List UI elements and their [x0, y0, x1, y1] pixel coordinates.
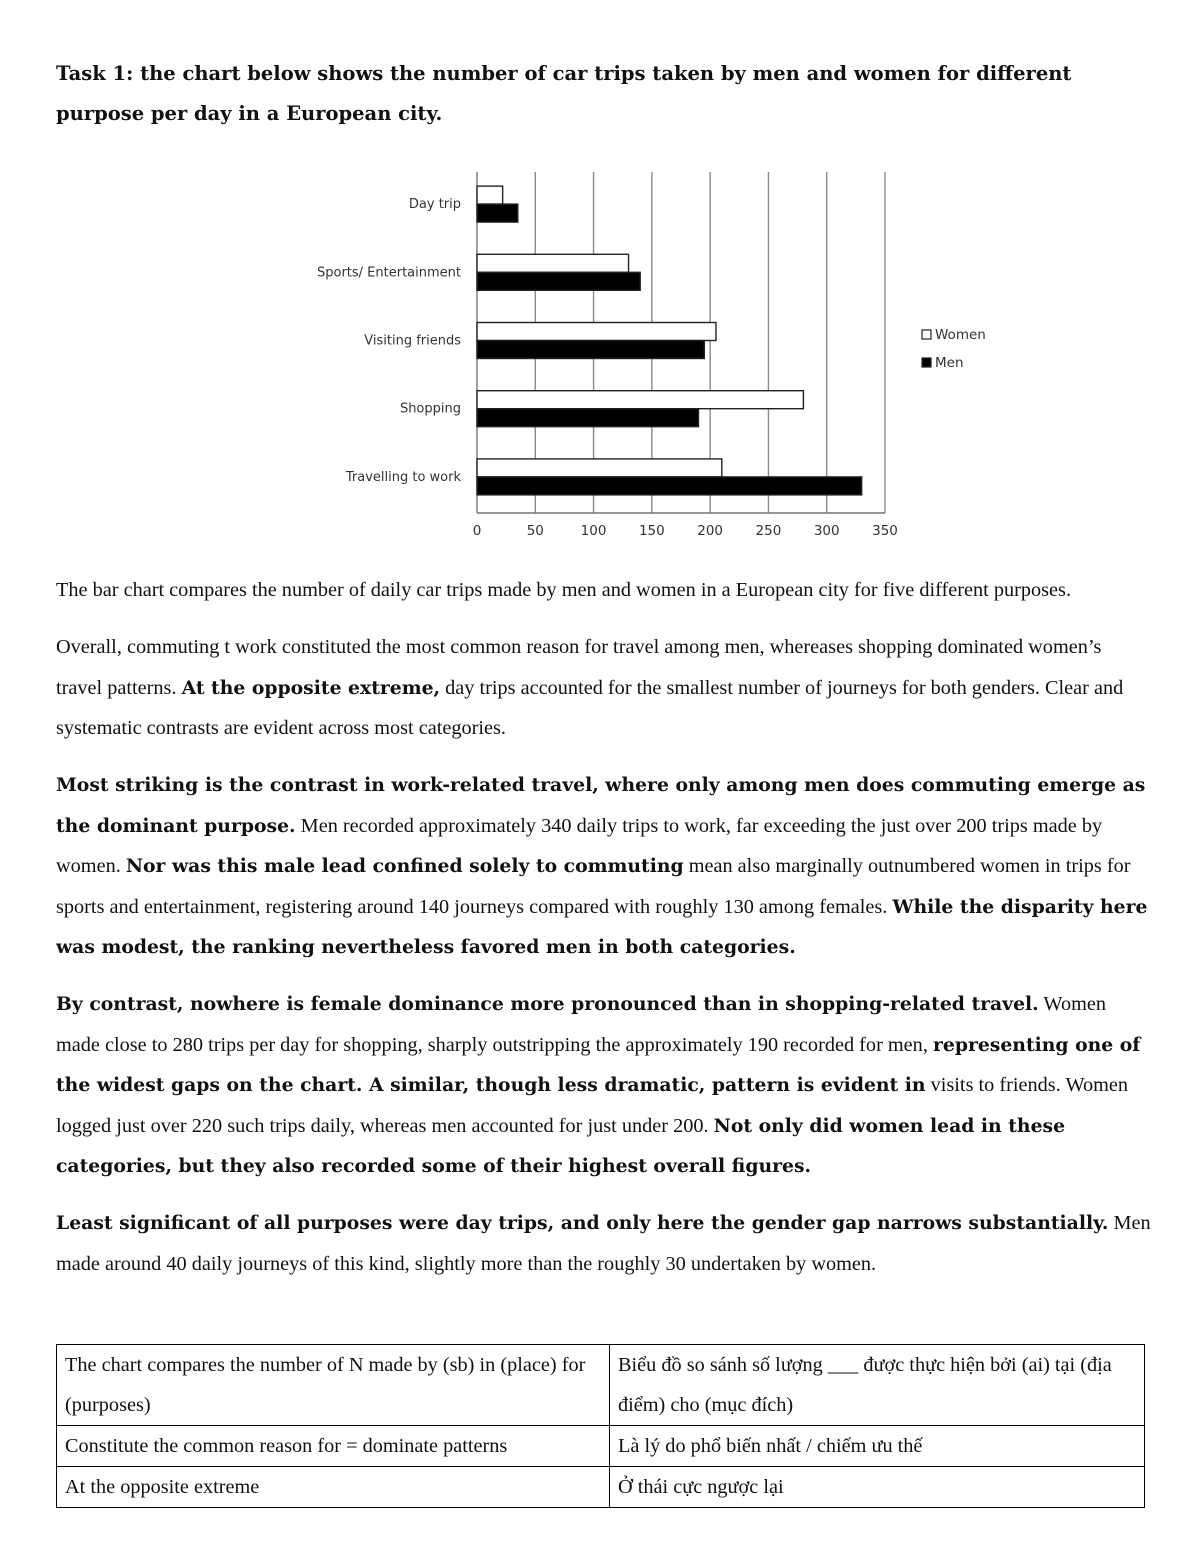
category-label: Sports/ Entertainment [317, 265, 461, 281]
text-run: Men recorded approximately 340 daily trips to work, far exceeding the just over 200 trips made by women. [56, 814, 1103, 877]
x-tick-label: 250 [755, 523, 782, 539]
text-run: visits to friends. Women logged just over 220 such trips daily, whereas men accounted for just under 200. [56, 1074, 1129, 1137]
english-phrase-cell: At the opposite extreme [57, 1467, 610, 1508]
x-tick-label: 350 [872, 523, 898, 539]
bold-phrase: While the disparity here was modest, the ranking nevertheless favored men in both categories. [56, 895, 1148, 958]
english-phrase-cell: The chart compares the number of N made by (sb) in (place) for (purposes) [57, 1345, 610, 1426]
x-tick-label: 200 [697, 523, 724, 539]
category-label: Shopping [399, 401, 461, 417]
task-title: Task 1: the chart below shows the number of car trips taken by men and women for different purpose per day in a European city. [56, 62, 1072, 125]
paragraph-3 [56, 765, 1151, 968]
category-label: Travelling to work [345, 469, 461, 485]
legend-swatch-men [922, 358, 931, 367]
table-row [57, 1345, 1145, 1426]
paragraph-4 [56, 984, 1151, 1187]
legend-label-men: Men [935, 355, 964, 371]
men-bar [477, 204, 518, 222]
text-run: day trips accounted for the smallest number of journeys for both genders. Clear and systematic contrasts are evident across most categories. [56, 676, 1124, 739]
text-run: The bar chart compares the number of daily car trips made by men and women in a European city for five different purposes. [56, 579, 1072, 601]
paragraph-1 [56, 570, 1151, 611]
x-tick-label: 100 [580, 523, 607, 539]
men-bar [477, 477, 862, 495]
women-bar [477, 254, 629, 272]
vocabulary-table [56, 1344, 1145, 1508]
x-tick-label: 50 [526, 523, 544, 539]
bold-phrase: Not only did women lead in these categories, but they also recorded some of their highest overall figures. [56, 1114, 1066, 1177]
men-bar [477, 341, 704, 359]
category-label: Visiting friends [364, 333, 461, 349]
bar-chart [300, 160, 1020, 545]
men-bar [477, 272, 640, 290]
paragraph-2 [56, 627, 1151, 749]
text-run: Overall, commuting t work constituted the most common reason for travel among men, whereases shopping dominated women’s travel patterns. [56, 636, 1102, 699]
bold-phrase: representing one of the widest gaps on the chart. A similar, though less dramatic, pattern is evident in [56, 1033, 1141, 1096]
english-phrase-cell: Constitute the common reason for = dominate patterns [57, 1426, 610, 1467]
vietnamese-meaning-cell: Ở thái cực ngược lại [610, 1467, 1145, 1508]
bold-phrase: At the opposite extreme, [181, 676, 441, 699]
category-label: Day trip [408, 197, 461, 213]
bold-phrase: Least significant of all purposes were day trips, and only here the gender gap narrows substantially. [56, 1212, 1109, 1234]
legend-swatch-women [922, 330, 931, 339]
text-run: Women made close to 280 trips per day for shopping, sharply outstripping the approximately 190 recorded for men, [56, 993, 1106, 1056]
women-bar [477, 323, 716, 341]
essay-body [56, 570, 1151, 1301]
vietnamese-meaning-cell: Biểu đồ so sánh số lượng ___ được thực hiện bởi (ai) tại (địa điểm) cho (mục đích) [610, 1345, 1145, 1426]
men-bar [477, 409, 698, 427]
text-run: mean also marginally outnumbered women in trips for sports and entertainment, registering around 140 journeys compared with roughly 130 among females. [56, 855, 1131, 918]
table-row [57, 1467, 1145, 1508]
bar-chart-svg [300, 160, 1020, 545]
bold-phrase: Nor was this male lead confined solely to commuting [125, 855, 684, 877]
text-run: Men made around 40 daily journeys of this kind, slightly more than the roughly 30 undertaken by women. [56, 1212, 1151, 1275]
paragraph-5 [56, 1203, 1151, 1284]
bold-phrase: Most striking is the contrast in work-related travel, where only among men does commuting emerge as the dominant purpose. [56, 774, 1146, 837]
women-bar [477, 186, 503, 204]
x-tick-label: 0 [472, 523, 482, 539]
x-tick-label: 150 [638, 523, 665, 539]
women-bar [477, 391, 803, 409]
legend-label-women: Women [935, 327, 986, 343]
vietnamese-meaning-cell: Là lý do phổ biến nhất / chiếm ưu thế [610, 1426, 1145, 1467]
bold-phrase: By contrast, nowhere is female dominance more pronounced than in shopping-related travel. [56, 993, 1039, 1015]
table-row [57, 1426, 1145, 1467]
x-tick-label: 300 [813, 523, 840, 539]
women-bar [477, 459, 722, 477]
